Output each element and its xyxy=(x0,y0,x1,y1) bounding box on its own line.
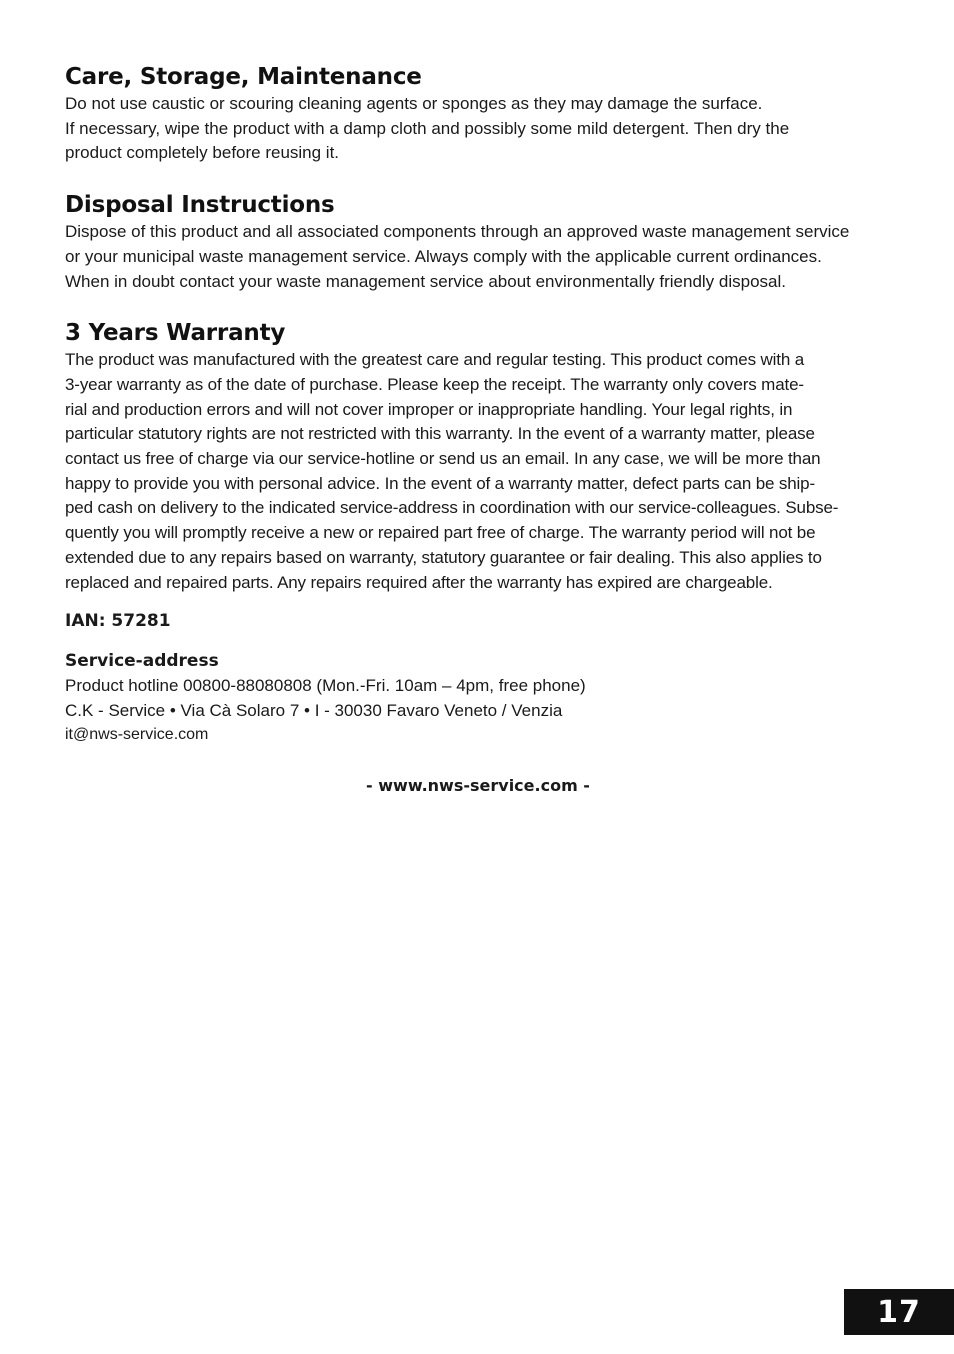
page-content xyxy=(65,62,891,797)
warranty-line: extended due to any repairs based on warranty, statutory guarantee or fair dealing. This also applies to xyxy=(65,547,822,567)
service-email: it@nws-service.com xyxy=(65,726,209,744)
care-line: If necessary, wipe the product with a damp cloth and possibly some mild detergent. Then dry the xyxy=(65,118,790,138)
website-url: - www.nws-service.com - xyxy=(366,775,590,795)
warranty-title: 3 Years Warranty xyxy=(65,320,286,347)
disposal-line: or your municipal waste management service. Always comply with the applicable current ordinances. xyxy=(65,246,822,266)
service-section xyxy=(65,649,891,748)
warranty-line: contact us free of charge via our service-hotline or send us an email. In any case, we will be more than xyxy=(65,449,821,469)
warranty-line: quently you will promptly receive a new or repaired part free of charge. The warranty period will not be xyxy=(65,523,816,543)
disposal-body xyxy=(65,220,891,294)
warranty-line: ped cash on delivery to the indicated service-address in coordination with our service-colleagues. Subse- xyxy=(65,498,839,518)
warranty-line: rial and production errors and will not cover improper or inappropriate handling. Your legal rights, in xyxy=(65,399,793,419)
disposal-line: When in doubt contact your waste management service about environmentally friendly disposal. xyxy=(65,271,786,291)
disposal-section xyxy=(65,190,891,294)
care-section xyxy=(65,62,891,166)
warranty-line: The product was manufactured with the greatest care and regular testing. This product comes with a xyxy=(65,350,805,370)
ian-number: IAN: 57281 xyxy=(65,611,171,632)
warranty-line: particular statutory rights are not restricted with this warranty. In the event of a warranty matter, please xyxy=(65,424,815,444)
warranty-line: happy to provide you with personal advice. In the event of a warranty matter, defect parts can be ship- xyxy=(65,473,815,493)
service-address: C.K - Service • Via Cà Solaro 7 • I - 30030 Favaro Veneto / Venzia xyxy=(65,700,563,720)
care-line: product completely before reusing it. xyxy=(65,143,340,163)
service-title: Service-address xyxy=(65,651,219,672)
warranty-section xyxy=(65,318,891,595)
care-line: Do not use caustic or scouring cleaning agents or sponges as they may damage the surface. xyxy=(65,94,763,113)
warranty-body xyxy=(65,348,891,595)
warranty-line: 3-year warranty as of the date of purchase. Please keep the receipt. The warranty only covers mate- xyxy=(65,374,804,394)
care-body xyxy=(65,92,891,166)
disposal-line: Dispose of this product and all associated components through an approved waste management service xyxy=(65,222,850,242)
warranty-line: replaced and repaired parts. Any repairs required after the warranty has expired are chargeable. xyxy=(65,572,773,592)
disposal-title: Disposal Instructions xyxy=(65,192,335,219)
service-hotline: Product hotline 00800-88080808 (Mon.-Fri. 10am – 4pm, free phone) xyxy=(65,676,586,696)
page-number: 17 xyxy=(844,1289,954,1335)
care-title: Care, Storage, Maintenance xyxy=(65,64,422,90)
